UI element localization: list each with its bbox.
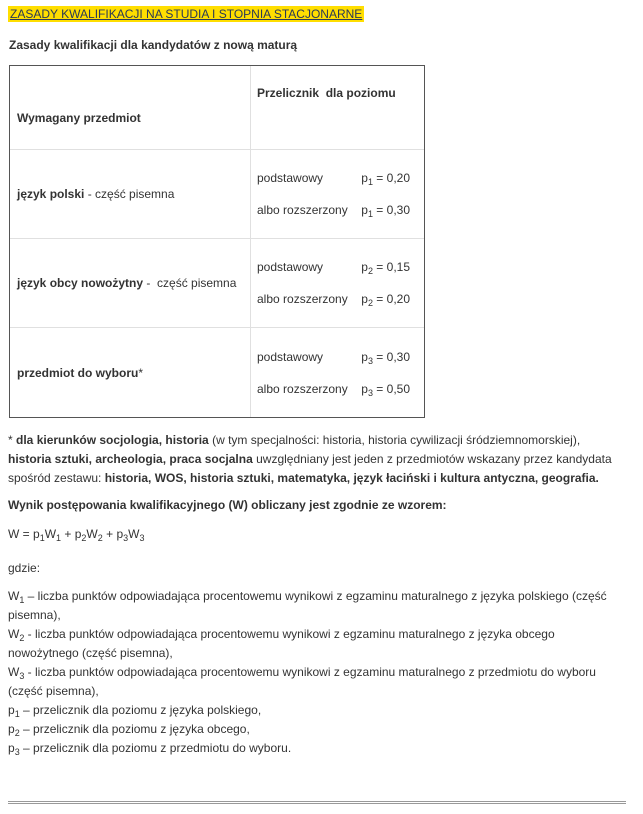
multiplier-number: = 0,20 bbox=[372, 292, 410, 306]
formula-subscript: 2 bbox=[81, 533, 87, 543]
multiplier-symbol: p bbox=[361, 203, 368, 217]
formula-subscript: 2 bbox=[97, 533, 103, 543]
multiplier-cell bbox=[251, 328, 424, 417]
footnote-text: (w tym specjalności: historia, historia cywilizacji śródziemnomorskiej), bbox=[208, 433, 581, 447]
level-label: podstawowy bbox=[257, 260, 324, 274]
level-label: podstawowy bbox=[257, 171, 324, 185]
definition-subscript: 2 bbox=[19, 633, 25, 643]
multiplier-subscript: 1 bbox=[367, 177, 373, 187]
subject-cell bbox=[10, 239, 251, 328]
definition-text: – przelicznik dla poziomu z przedmiotu do wyboru. bbox=[19, 741, 292, 755]
table-row bbox=[10, 328, 424, 417]
multiplier-value bbox=[361, 170, 410, 186]
definition-item bbox=[8, 587, 626, 625]
result-formula-heading: Wynik postępowania kwalifikacyjnego (W) obliczany jest zgodnie ze wzorem: bbox=[8, 498, 447, 512]
level-label: podstawowy bbox=[257, 349, 324, 364]
qualification-table bbox=[9, 65, 425, 418]
definition-subscript: 2 bbox=[14, 728, 20, 738]
multiplier-subscript: 1 bbox=[367, 209, 373, 219]
definition-text: - liczba punktów odpowiadająca procentowemu wynikowi z egzaminu maturalnego z przedmiotu do wyboru (część pisemna), bbox=[8, 665, 596, 698]
definitions-list bbox=[8, 587, 626, 758]
subject-cell bbox=[10, 328, 251, 417]
footnote-programs: dla kierunków socjologia, historia bbox=[16, 433, 209, 447]
definition-symbol: p bbox=[8, 722, 15, 736]
level-label: albo rozszerzony bbox=[257, 292, 348, 306]
multiplier-symbol: p bbox=[361, 349, 368, 364]
multiplier-symbol: p bbox=[361, 292, 368, 306]
definition-symbol: W bbox=[8, 627, 20, 641]
multiplier-value bbox=[361, 202, 410, 218]
column-header-subject: Wymagany przedmiot bbox=[10, 66, 251, 150]
extended-level-line bbox=[257, 381, 410, 397]
definition-text: - liczba punktów odpowiadająca procentowemu wynikowi z egzaminu maturalnego z języka obcego nowożytnego (część pisemna), bbox=[8, 627, 555, 660]
definition-item bbox=[8, 625, 626, 663]
footnote-star: * bbox=[8, 433, 17, 447]
definition-symbol: p bbox=[8, 703, 15, 717]
multiplier-number: = 0,30 bbox=[372, 349, 410, 364]
multiplier-value bbox=[361, 259, 410, 275]
page-title-link[interactable]: ZASADY KWALIFIKACJI NA STUDIA I STOPNIA STACJONARNE bbox=[10, 7, 363, 21]
footnote-subject-list: historia, WOS, historia sztuki, matematyka, język łaciński i kultura antyczna, geografia. bbox=[104, 471, 599, 485]
formula-part: W bbox=[44, 527, 57, 541]
multiplier-number: = 0,30 bbox=[372, 203, 410, 217]
multiplier-value bbox=[361, 349, 410, 365]
multiplier-cell bbox=[251, 239, 424, 328]
definition-text: – przelicznik dla poziomu z języka polskiego, bbox=[19, 703, 262, 717]
formula-part: + p bbox=[102, 527, 124, 541]
subject-name: język polski bbox=[17, 187, 85, 201]
definition-subscript: 1 bbox=[19, 595, 25, 605]
formula-subscript: 1 bbox=[56, 533, 62, 543]
definition-item bbox=[8, 701, 626, 720]
definition-subscript: 3 bbox=[14, 747, 20, 757]
definition-item bbox=[8, 663, 626, 701]
definition-text: – liczba punktów odpowiadająca procentowemu wynikowi z egzaminu maturalnego z języka polskiego (część pisemna), bbox=[8, 589, 607, 622]
multiplier-subscript: 2 bbox=[367, 266, 373, 276]
formula-part: W bbox=[128, 527, 140, 541]
multiplier-subscript: 3 bbox=[367, 355, 373, 366]
footnote-text-2: uwzględniany jest jeden z przedmiotów wskazany przez kandydata spośród zestawu: bbox=[8, 452, 612, 485]
level-label: albo rozszerzony bbox=[257, 203, 348, 217]
horizontal-divider bbox=[8, 801, 626, 804]
multiplier-subscript: 3 bbox=[367, 387, 373, 398]
multiplier-value bbox=[361, 381, 410, 397]
definition-text: – przelicznik dla poziomu z języka obcego, bbox=[19, 722, 250, 736]
extended-level-line bbox=[257, 202, 410, 218]
definition-item bbox=[8, 739, 626, 758]
where-label: gdzie: bbox=[8, 561, 41, 575]
basic-level-line bbox=[257, 349, 410, 365]
subject-name: język obcy nowożytny bbox=[17, 276, 144, 290]
multiplier-symbol: p bbox=[361, 381, 368, 396]
definition-subscript: 1 bbox=[14, 709, 20, 719]
multiplier-symbol: p bbox=[361, 260, 368, 274]
column-header-multiplier bbox=[251, 66, 424, 150]
definition-symbol: p bbox=[8, 741, 15, 755]
multiplier-number: = 0,20 bbox=[372, 171, 410, 185]
footnote bbox=[8, 431, 626, 488]
formula-part: + p bbox=[61, 527, 82, 541]
subject-cell bbox=[10, 150, 251, 239]
formula-part: W bbox=[86, 527, 98, 541]
multiplier-number: = 0,15 bbox=[372, 260, 410, 274]
formula-subscript: 3 bbox=[139, 533, 145, 543]
multiplier-cell bbox=[251, 150, 424, 239]
level-label: albo rozszerzony bbox=[257, 381, 348, 396]
subject-detail: - część pisemna bbox=[143, 276, 237, 290]
definition-item bbox=[8, 720, 626, 739]
subject-name: przedmiot do wyboru bbox=[17, 365, 139, 380]
footnote-programs-2: historia sztuki, archeologia, praca socjalna bbox=[8, 452, 253, 466]
table-row bbox=[10, 150, 424, 239]
extended-level-line bbox=[257, 291, 410, 307]
basic-level-line bbox=[257, 259, 410, 275]
multiplier-subscript: 2 bbox=[367, 298, 373, 308]
basic-level-line bbox=[257, 170, 410, 186]
definition-symbol: W bbox=[8, 589, 20, 603]
definition-symbol: W bbox=[8, 665, 20, 679]
multiplier-symbol: p bbox=[361, 171, 368, 185]
formula-part: W = p bbox=[8, 527, 40, 541]
result-formula bbox=[8, 525, 626, 544]
table-header-row bbox=[10, 66, 424, 150]
definition-subscript: 3 bbox=[19, 671, 25, 681]
subject-detail: * bbox=[138, 365, 144, 380]
multiplier-number: = 0,50 bbox=[372, 381, 410, 396]
column-header-multiplier-text: Przelicznik dla poziomu bbox=[257, 86, 396, 100]
formula-subscript: 3 bbox=[123, 533, 129, 543]
formula-subscript: 1 bbox=[39, 533, 45, 543]
multiplier-value bbox=[361, 291, 410, 307]
table-row bbox=[10, 239, 424, 328]
subject-detail: - część pisemna bbox=[84, 187, 175, 201]
section-title: Zasady kwalifikacji dla kandydatów z nową maturą bbox=[9, 38, 298, 52]
